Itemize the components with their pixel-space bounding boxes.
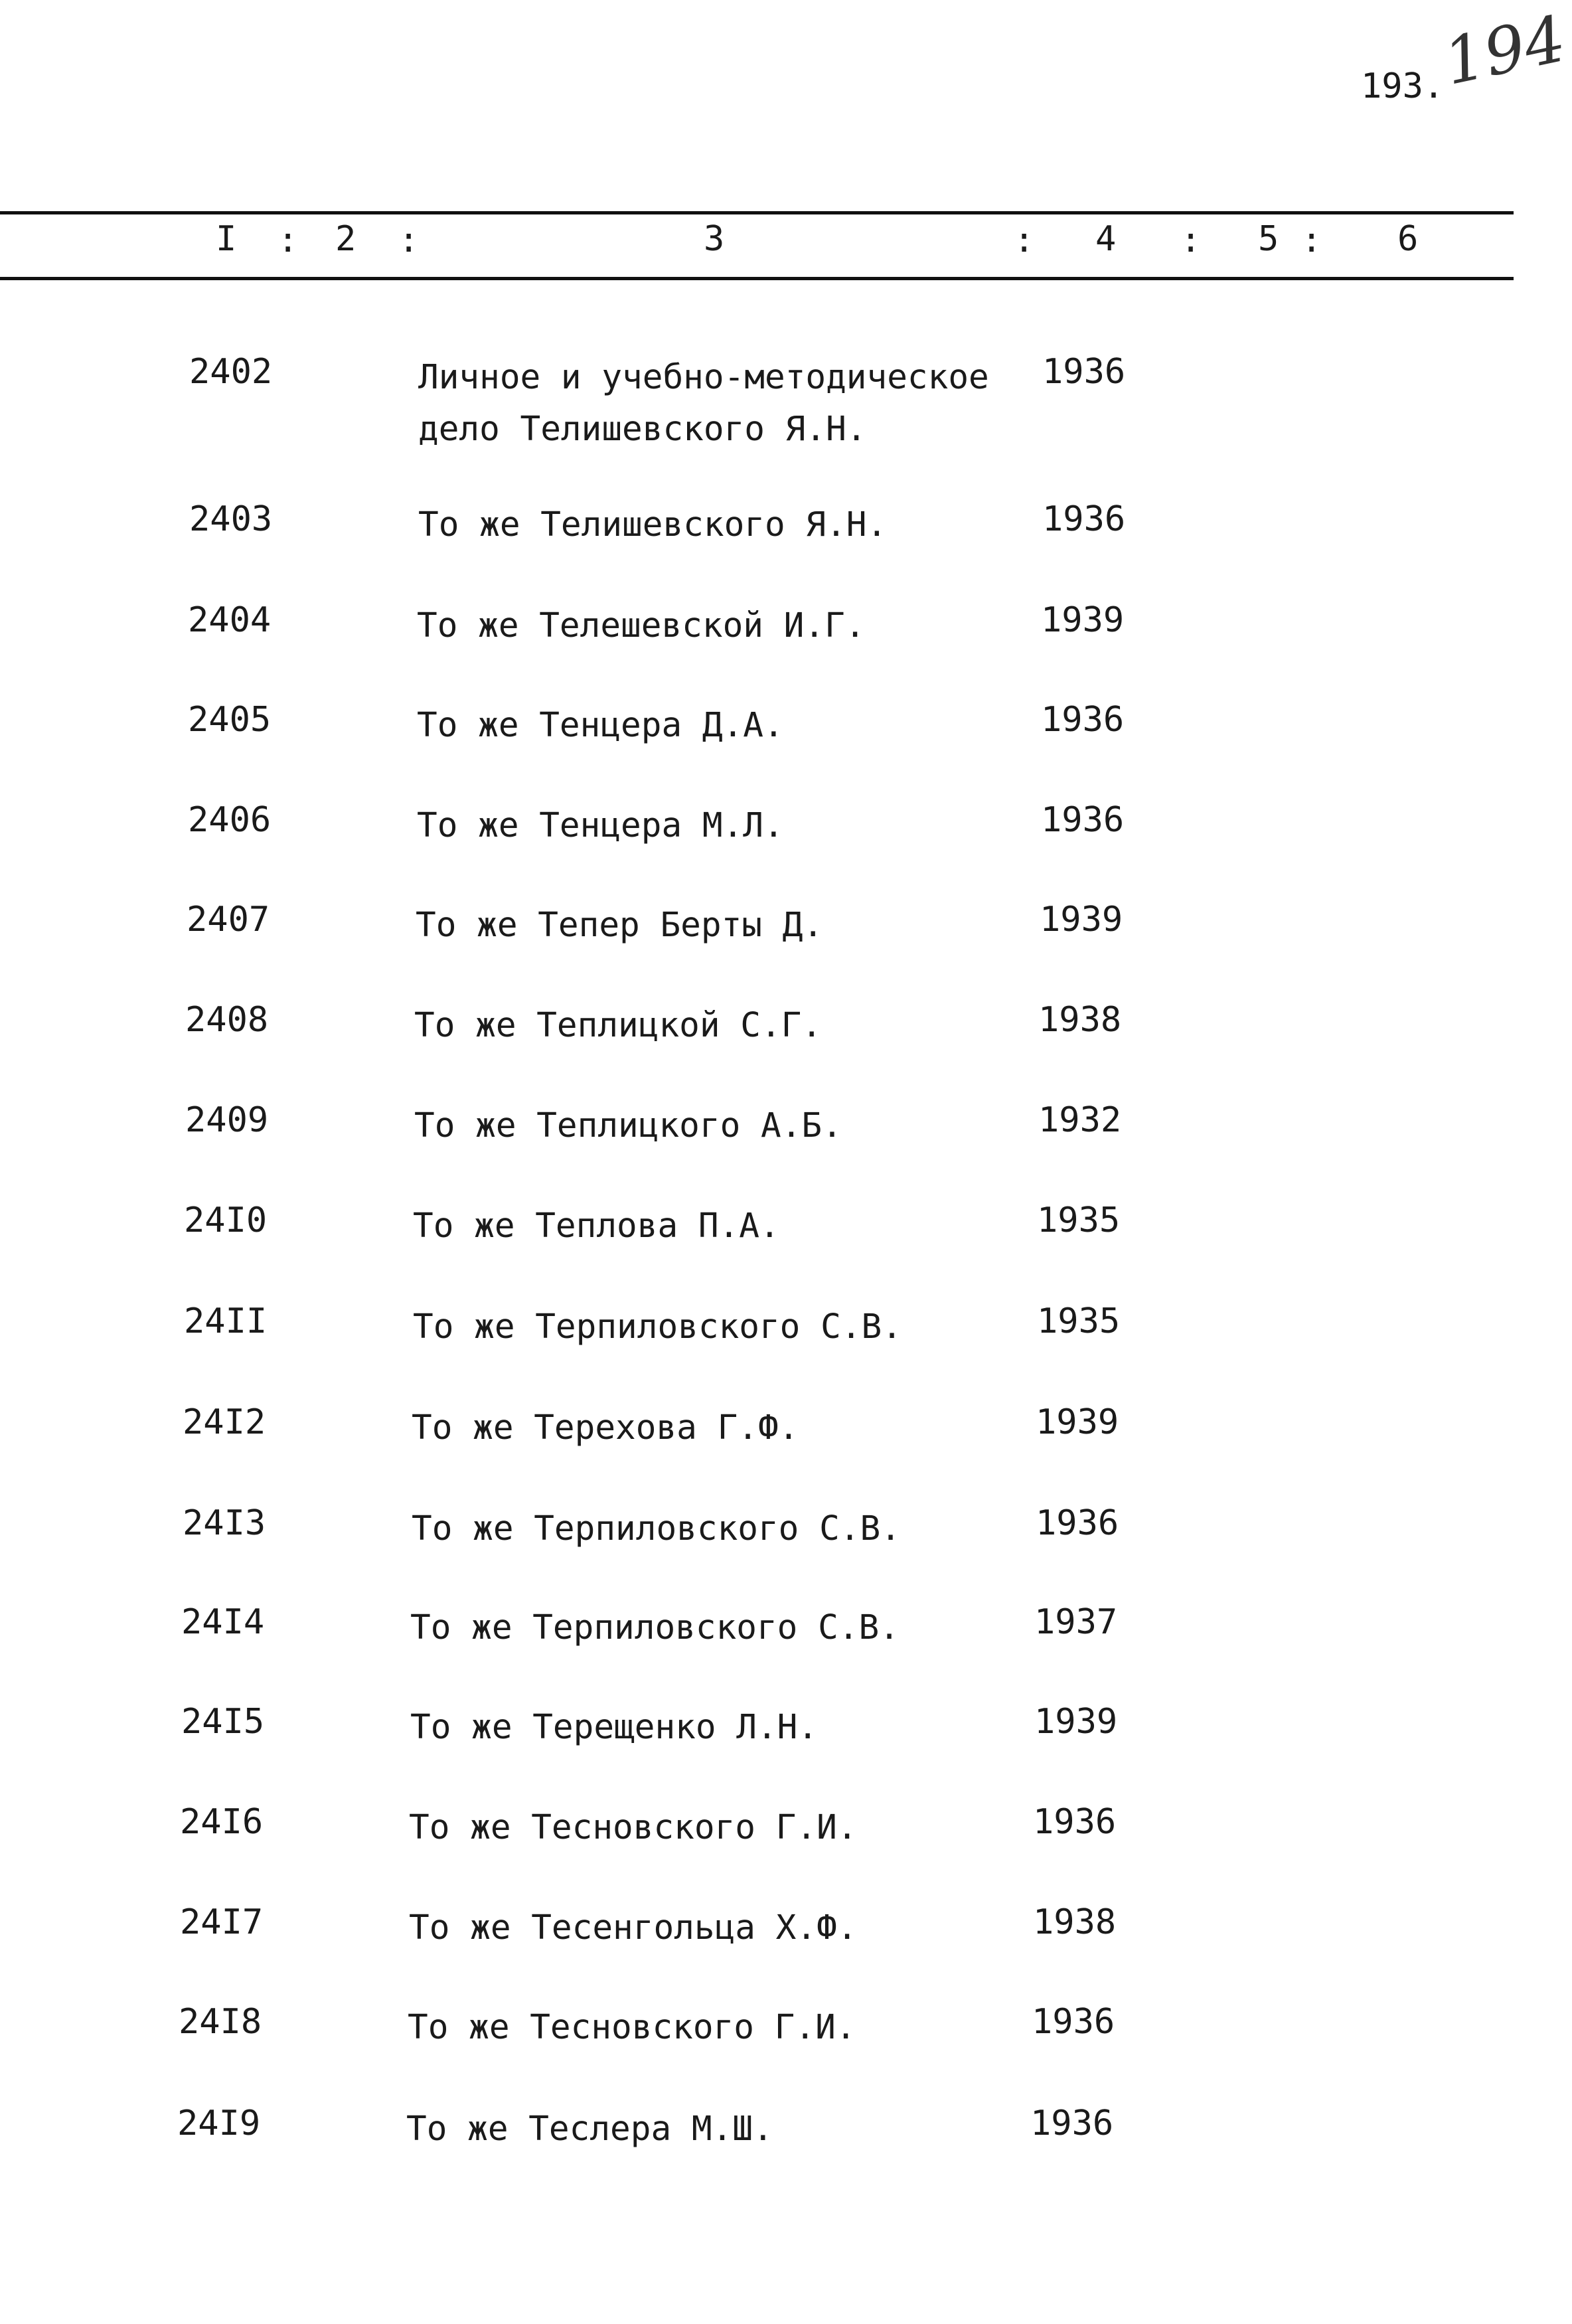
row-title-line: То же Терпиловского С.В. (413, 1307, 902, 1347)
row-year: 1938 (1038, 1000, 1122, 1040)
row-number: 24I6 (180, 1802, 264, 1842)
row-year: 1936 (1032, 2002, 1115, 2042)
row-title (414, 1100, 1032, 1152)
row-year: 1936 (1033, 1802, 1117, 1842)
row-title-line: То же Терпиловского С.В. (410, 1608, 900, 1647)
row-title (418, 499, 1036, 551)
row-title-line: То же Терехова Г.Ф. (412, 1408, 799, 1448)
row-number: 24I4 (181, 1602, 265, 1642)
row-year: 1937 (1034, 1602, 1118, 1642)
row-number: 24I5 (181, 1702, 265, 1742)
row-number: 24I9 (177, 2104, 261, 2143)
table-row (0, 1201, 1508, 1293)
header-rule-top (0, 211, 1514, 214)
row-title (409, 1802, 1026, 1854)
row-title-line: Личное и учебно-методическое (418, 358, 989, 397)
column-separator: : (277, 220, 299, 260)
row-number: 24I2 (183, 1402, 266, 1442)
table-row (0, 1100, 1510, 1193)
table-row (0, 1802, 1504, 1895)
row-title (410, 1702, 1028, 1754)
column-separator: : (1180, 220, 1202, 260)
row-number: 24II (184, 1301, 268, 1341)
column-header-4: 4 (1095, 219, 1117, 259)
row-year: 1936 (1036, 1503, 1119, 1543)
table-row (0, 700, 1512, 793)
table-row (0, 900, 1511, 993)
row-title (409, 1902, 1026, 1954)
row-year: 1936 (1042, 499, 1126, 539)
table-row (0, 1301, 1508, 1394)
row-year: 1939 (1036, 1402, 1119, 1442)
row-number: 2407 (187, 900, 270, 940)
table-row (0, 1402, 1507, 1495)
table-row (0, 1902, 1504, 1995)
table-row (0, 2002, 1503, 2095)
row-year: 1939 (1041, 600, 1125, 640)
table-row (0, 1503, 1507, 1596)
column-separator: : (1301, 220, 1322, 260)
table-row (0, 600, 1512, 693)
column-header-2: 2 (335, 219, 356, 259)
row-title-line: То же Терпиловского С.В. (412, 1509, 901, 1548)
column-header-3: 3 (704, 219, 725, 259)
row-year: 1936 (1041, 700, 1125, 740)
row-year: 1935 (1037, 1201, 1121, 1240)
column-header-5: 5 (1258, 219, 1279, 259)
row-title-line: То же Теслера М.Ш. (406, 2110, 773, 2149)
row-title (410, 1602, 1028, 1654)
row-title-line: То же Тепер Берты Д. (416, 906, 824, 945)
row-title (413, 1201, 1030, 1252)
row-title-line: дело Телишевского Я.Н. (418, 410, 867, 449)
row-title-line: То же Тесновского Г.И. (409, 1808, 858, 1847)
table-row (0, 1602, 1506, 1695)
row-number: 24I8 (179, 2002, 262, 2042)
row-number: 2405 (188, 700, 272, 740)
row-number: 2406 (188, 800, 272, 840)
row-title (408, 2002, 1025, 2054)
row-year: 1939 (1040, 900, 1123, 940)
row-title (414, 1000, 1032, 1052)
row-title (412, 1503, 1029, 1555)
column-separator: : (398, 220, 420, 260)
row-title (413, 1301, 1030, 1353)
row-title-line: То же Тесновского Г.И. (408, 2008, 856, 2047)
row-year: 1935 (1037, 1301, 1121, 1341)
page-number: 193. (1361, 66, 1445, 106)
row-number: 24I0 (184, 1201, 268, 1240)
row-number: 2402 (189, 352, 273, 392)
row-title (418, 352, 1036, 456)
row-title-line: То же Терещенко Л.Н. (410, 1708, 819, 1747)
row-title-line: То же Тенцера Д.А. (417, 706, 784, 745)
row-number: 2403 (189, 499, 273, 539)
row-title-line: То же Тенцера М.Л. (417, 806, 784, 845)
row-number: 2404 (188, 600, 272, 640)
row-title (412, 1402, 1029, 1454)
row-title-line: То же Теплицкой С.Г. (414, 1006, 823, 1045)
row-title-line: То же Теплова П.А. (413, 1206, 780, 1246)
column-header-1: I (216, 219, 237, 259)
row-year: 1936 (1042, 352, 1126, 392)
row-title-line: То же Теплицкого А.Б. (414, 1106, 842, 1145)
row-title (417, 700, 1034, 752)
row-title (416, 900, 1033, 952)
row-number: 2409 (185, 1100, 269, 1140)
row-year: 1932 (1038, 1100, 1122, 1140)
table-row (0, 352, 1514, 449)
table-row (0, 499, 1514, 592)
table-row (0, 2104, 1502, 2197)
row-title-line: То же Телешевской И.Г. (417, 606, 866, 645)
row-title-line: То же Телишевского Я.Н. (418, 505, 888, 544)
column-header-6: 6 (1397, 219, 1419, 259)
row-number: 2408 (185, 1000, 269, 1040)
row-year: 1936 (1030, 2104, 1114, 2143)
table-row (0, 1702, 1506, 1795)
handwritten-page-number: 194 (1437, 1, 1572, 100)
table-row (0, 1000, 1510, 1093)
row-year: 1936 (1041, 800, 1125, 840)
table-row (0, 800, 1512, 893)
row-title (417, 800, 1034, 852)
row-title (406, 2104, 1024, 2155)
row-number: 24I7 (180, 1902, 264, 1942)
row-number: 24I3 (183, 1503, 266, 1543)
column-separator: : (1014, 220, 1035, 260)
row-year: 1939 (1034, 1702, 1118, 1742)
header-rule-bottom (0, 277, 1514, 280)
row-title-line: То же Тесенгольца Х.Ф. (409, 1908, 858, 1948)
row-title (417, 600, 1034, 652)
row-year: 1938 (1033, 1902, 1117, 1942)
